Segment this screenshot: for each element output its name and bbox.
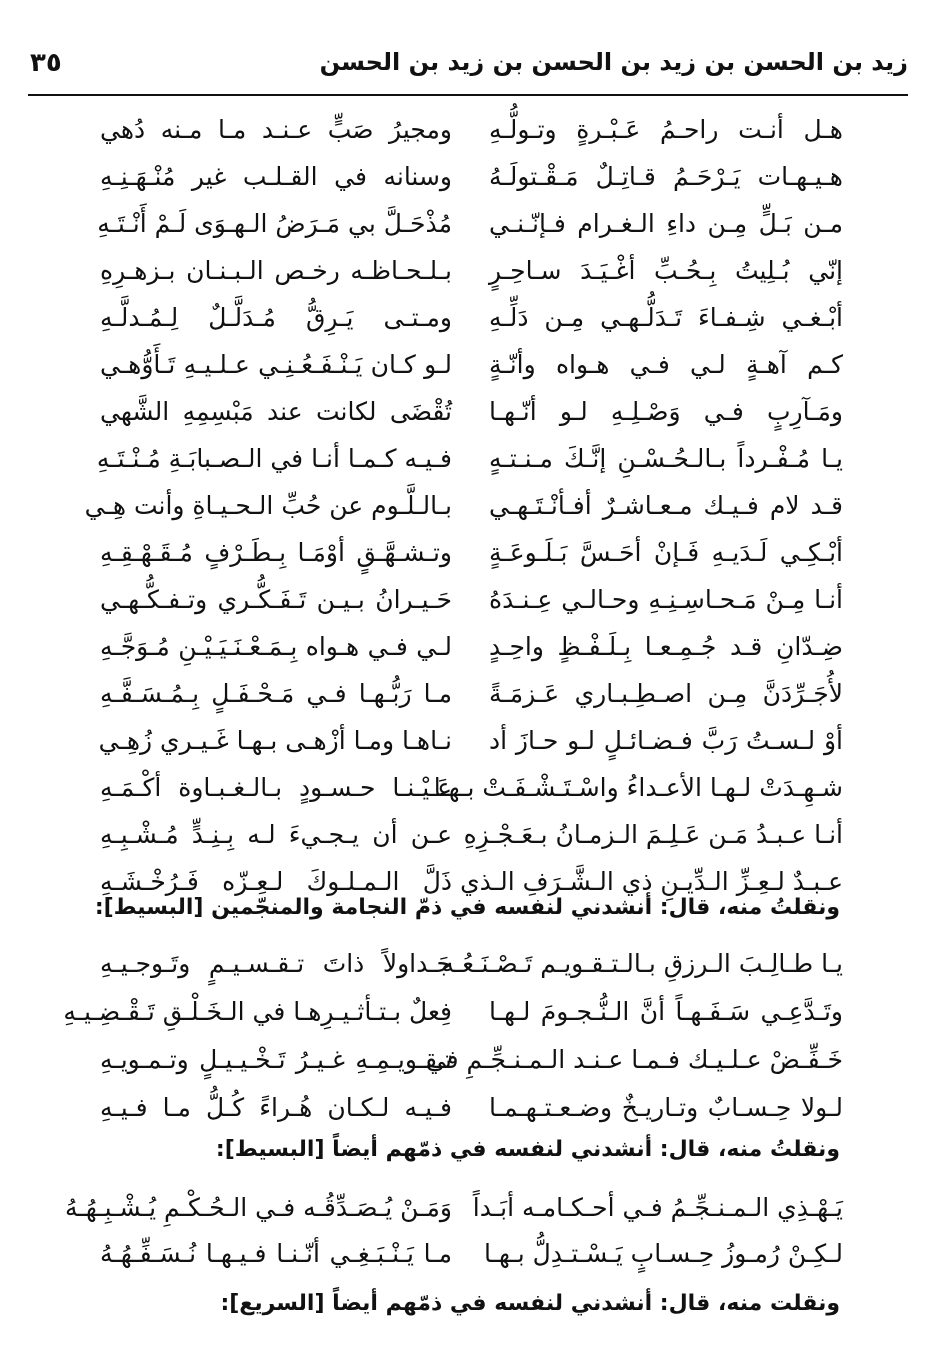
verse-second-hemistich: فِعلٌ بـتـأثـيـرِهـا في الـخَـلْـقِ تَـقْـضِـيـهِ (63, 997, 452, 1026)
verse-second-hemistich: ومـتـى يَـرِقُّ مُـدَلَّـلٌ لِـمُـدلَّـهِ (100, 303, 452, 332)
verse-first-hemistich: يَـهْـذِي الـمـنـجِّـمُ فـي أحـكـامـه أبَـداً (472, 1193, 843, 1222)
verse-second-hemistich: تـقـويـمِـهِ غـيـرُ تَـخْـيـيـلٍ وتـمـويـهِ (100, 1045, 452, 1074)
verse-second-hemistich: نـاهـا ومـا أزْهـى بـهـا غَـيـري زُهِـي (98, 726, 452, 755)
verse (0, 1086, 940, 1130)
verse-second-hemistich: ذَلَّ الـمـلـوكَ لـعِـزّه فَـرُخْـشَـهِ (100, 867, 452, 896)
verse (0, 296, 940, 340)
verse-first-hemistich: وتَـدَّعِـي سَـفَـهـاً أنَّ الـنُّـجـومَ لـهـا (489, 997, 843, 1026)
verse-first-hemistich: شـهِـدَتْ لـهـا الأعـداءُ واسْـتَـشْـفَـتْ بـهـا (433, 773, 843, 802)
verse-first-hemistich: لـولا حِـسـابٌ وتـاريـخٌ وضـعـتـهـمـا (489, 1093, 843, 1122)
verse (0, 719, 940, 763)
verse-first-hemistich: أبْـكِـي لَـدَيـهِ فَـإنْ أحَـسَّ بَـلَـوعَـةٍ (489, 538, 843, 567)
verse-second-hemistich: عـن أن يـجـيءَ لـه بِـنِـدٍّ مُـشْـبِـهِ (100, 820, 452, 849)
header-rule (28, 94, 908, 96)
running-header (30, 48, 908, 88)
verse-second-hemistich: تُقْضَى لكانت عند مَبْسِمِهِ الشَّهي (100, 397, 452, 426)
verse-second-hemistich: فـيـه كـمـا أنـا في الـصـبابَـةِ مُـنْـتَـهِ (96, 444, 452, 473)
verse-first-hemistich: أنـا عـبـدُ مَـن عَـلِـمَ الـزمـانُ بـعَـجْـزِهِ (463, 820, 843, 849)
verse-second-hemistich: وتـشـهَّـقٍ أوْمَـا بِـطَـرْفٍ مُـقَـهْـقِـهِ (100, 538, 452, 567)
verse-second-hemistich: لـي فـي هـواه بِـمَـعْـنَـيَـيْـنِ مُـوَجَّـهِ (100, 632, 452, 661)
verse-second-hemistich: مـا يَـنْـبَـغِـي أنّـنـا فـيـهـا نُـسَـفِّـهُـهُ (100, 1239, 452, 1268)
poem-4-introduction: ونقلت منه، قال: أنشدني لنفسه في ذمّهم أيضاً [السريع]: (220, 1291, 840, 1316)
verse-first-hemistich: عـبـدٌ لـعِـزِّ الـدِّيـنِ ذي الـشَّـرَفِ الـذي (460, 867, 843, 896)
verse (0, 202, 940, 246)
verse (0, 484, 940, 528)
verse (0, 531, 940, 575)
verse-first-hemistich: هـيـهـات يَـرْحَـمُ قـاتِـلٌ مَـقْـتولَـهُ (489, 162, 843, 191)
verse (0, 672, 940, 716)
verse-first-hemistich: خَـفِّـضْ عـلـيـك فـمـا عـنـد الـمـنـجِّـمِ في (425, 1045, 843, 1074)
verse (0, 249, 940, 293)
verse-first-hemistich: ضِـدّانِ قـد جُـمِـعـا بِـلَـفْـظٍ واحِـدٍ (489, 632, 843, 661)
verse-second-hemistich: حَـيـرانُ بـيـن تَـفَـكُّـري وتـفـكُّـهـي (100, 585, 452, 614)
verse (0, 990, 940, 1034)
verse-first-hemistich: إنّي بُـلِيتُ بِـحُـبِّ أغْـيَـدَ سـاحِـرٍ (489, 256, 843, 285)
verse-first-hemistich: كـم آهـةٍ لـي فـي هـواه وأنّـةٍ (489, 350, 843, 379)
verse-second-hemistich: بـلـحـاظـه رخـص الـبـنـان بـزهـرِهِ (100, 256, 452, 285)
verse-first-hemistich: هـل أنـت راحـمُ عَـبْـرةٍ وتـولُّـهِ (489, 115, 843, 144)
verse-first-hemistich: لـكِـنْ رُمـوزُ حِـسـابٍ يَـسْـتـدِلُّ بـهـا (483, 1239, 843, 1268)
verse-first-hemistich: يـا مُـفْـرداً بـالـحُـسْـنِ إنَّـكَ مـنـتـهٍ (489, 444, 843, 473)
verse-first-hemistich: أوْ لـسـتُ رَبَّ فـضـائـلٍ لـو حـازَ أد (489, 726, 843, 755)
verse-second-hemistich: جَـداولاً ذاتَ تـقـسـيـمٍ وتَـوجـيـهِ (100, 949, 452, 978)
verse-second-hemistich: مـا رَبُّـهـا فـي مَـحْـفَـلٍ بِـمُـسَـفَّـهِ (100, 679, 452, 708)
verse (0, 390, 940, 434)
verse-second-hemistich: لـو كـان يَـنْـفَـعُـنِـي عـلـيـهِ تَـأَوُّهـي (100, 350, 452, 379)
verse (0, 625, 940, 669)
verse-first-hemistich: لأُجَـرِّدَنَّ مِـن اصـطِـبـاري عَـزمَـةً (489, 679, 843, 708)
poem-3-introduction: ونقلتُ منه، قال: أنشدني لنفسه في ذمّهم أيضاً [البسيط]: (215, 1137, 840, 1162)
verse-second-hemistich: عَـيْـنـا حـسـودٍ بـالـغـبـاوة أكْـمَـهِ (100, 773, 452, 802)
verse-second-hemistich: ومجيرُ صَبٍّ عـنـد مـا مـنه دُهي (100, 115, 452, 144)
verse-first-hemistich: قـد لام فـيـك مـعـاشـرٌ أفـأنْـتَـهـي (489, 491, 843, 520)
verse (0, 343, 940, 387)
verse (0, 578, 940, 622)
verse-first-hemistich: يـا طـالِـبَ الـرزقِ بـالـتـقـويـم تَـصْـنَـعُـه (441, 949, 843, 978)
verse-second-hemistich: وَمَـنْ يُـصَـدِّقُـه فـي الـحُـكْـمِ يُـشْـبِـهُـهُ (65, 1193, 452, 1222)
verse (0, 155, 940, 199)
verse-second-hemistich: وسنانه في القـلـب غير مُنْـهَـنِـهِ (100, 162, 452, 191)
verse (0, 1038, 940, 1082)
verse-first-hemistich: ومَـآرِبٍ فـي وَصْـلِـهِ لـو أنّـهـا (489, 397, 843, 426)
page-number: ٣٥ (30, 48, 62, 78)
verse (0, 1232, 940, 1276)
verse (0, 942, 940, 986)
verse (0, 108, 940, 152)
verse (0, 813, 940, 857)
verse (0, 437, 940, 481)
running-title: زيد بن الحسن بن زيد بن الحسن بن زيد بن الحسن (319, 48, 908, 76)
verse-second-hemistich: مُذْحَـلَّ بي مَـرَضُ الـهـوَى لَـمْ أَنْـتَـهِ (97, 209, 452, 238)
verse-first-hemistich: أبْـغـي شِـفـاءَ تَـدَلُّـهـي مِـن دَلِّـهِ (489, 303, 843, 332)
verse-second-hemistich: بـالـلَّـوم عن حُبِّ الـحـيـاةِ وأنت هِـي (84, 491, 452, 520)
verse (0, 766, 940, 810)
poem-2-introduction: ونقلتُ منه، قال: أنشدني لنفسه في ذمّ النجامة والمنجّمين [البسيط]: (94, 895, 840, 920)
verse-first-hemistich: مـن بَـلٍّ مِـن داءِ الـغـرام فـإنّـنـي (489, 209, 843, 238)
verse (0, 1186, 940, 1230)
verse-second-hemistich: فـيـه لـكـان هُـراءً كُـلُّ مـا فـيـهِ (100, 1093, 452, 1122)
verse-first-hemistich: أنـا مِـنْ مَـحـاسِـنِـهِ وحـالـي عِـنـدَهُ (489, 585, 843, 614)
